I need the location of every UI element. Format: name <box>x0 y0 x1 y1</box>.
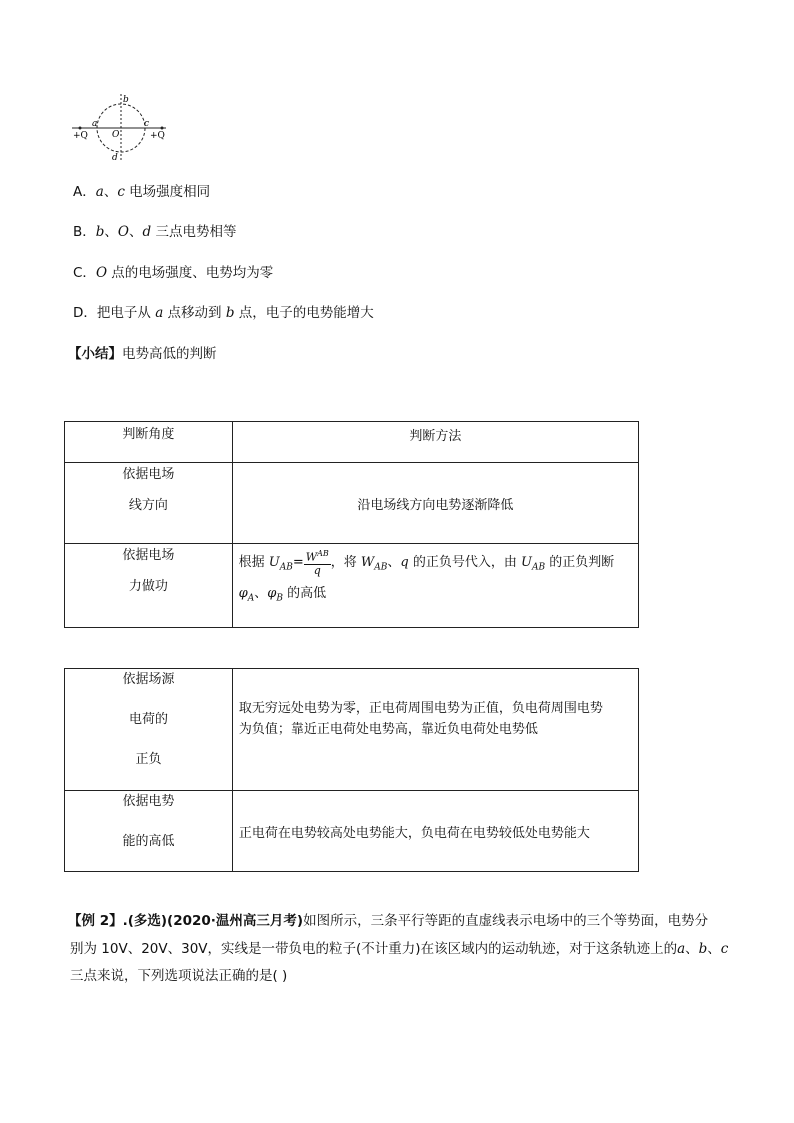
table-row <box>65 463 639 544</box>
label-a: a <box>92 119 98 129</box>
row1-angle: 依据电场 线方向 <box>65 463 233 544</box>
option-d: D．把电子从 a 点移动到 b 点，电子的电势能增大 <box>73 305 374 321</box>
row4-angle: 依据电势 能的高低 <box>65 791 233 872</box>
label-left-charge: +Q <box>73 131 88 141</box>
row3-method: 取无穷远处电势为零，正电荷周围电势为正值，负电荷周围电势 为负值；靠近正电荷处电势高，靠近负电荷处电势低 <box>232 669 638 791</box>
charges-figure <box>70 92 170 164</box>
label-o: O <box>112 130 120 140</box>
table-row <box>65 544 639 628</box>
label-d: d <box>112 153 118 163</box>
option-b: B．b、O、d 三点电势相等 <box>73 224 237 240</box>
label-b: b <box>123 95 129 105</box>
label-c: c <box>144 119 150 129</box>
header-method: 判断方法 <box>232 422 638 463</box>
row3-angle: 依据场源 电荷的 正负 <box>65 669 233 791</box>
right-charge-dot <box>161 127 164 130</box>
row2-method: 根据 $U_{AB}=$ $\frac{W^{AB}}{q}$ ，将 $W_{AB}$、q 的正负号代入，由 $U_{AB}$ 的正负判断 $\varphi_A$、$\varphi_B$ 的高低 <box>232 544 638 628</box>
row2-angle: 依据电场 力做功 <box>65 544 233 628</box>
example-2-line-3: 三点来说，下列选项说法正确的是( ) <box>70 968 288 984</box>
table-row <box>65 669 639 791</box>
row1-method: 沿电场线方向电势逐渐降低 <box>232 463 638 544</box>
summary-heading: 【小结】电势高低的判断 <box>68 346 217 362</box>
table-potential-judgement-2 <box>64 668 639 872</box>
left-charge-dot <box>79 127 82 130</box>
fraction-w-over-q: $\frac{W^{AB}}{q}$ <box>305 549 329 577</box>
header-angle: 判断角度 <box>65 422 233 463</box>
table-potential-judgement-1 <box>64 421 639 628</box>
label-right-charge: +Q <box>150 131 165 141</box>
row4-method: 正电荷在电势较高处电势能大，负电荷在电势较低处电势能大 <box>232 791 638 872</box>
example-2-line-2: 别为 10V、20V、30V，实线是一带负电的粒子(不计重力)在该区域内的运动轨迹，对于这条轨迹上的a、b、c <box>70 941 729 957</box>
table-header-row <box>65 422 639 463</box>
option-a: A．a、c 电场强度相同 <box>73 184 211 200</box>
example-2-line-1: 【例 2】.(多选)(2020·温州高三月考)如图所示，三条平行等距的直虚线表示电场中的三个等势面，电势分 <box>68 913 709 929</box>
table-row <box>65 791 639 872</box>
option-c: C．O 点的电场强度、电势均为零 <box>73 265 274 281</box>
